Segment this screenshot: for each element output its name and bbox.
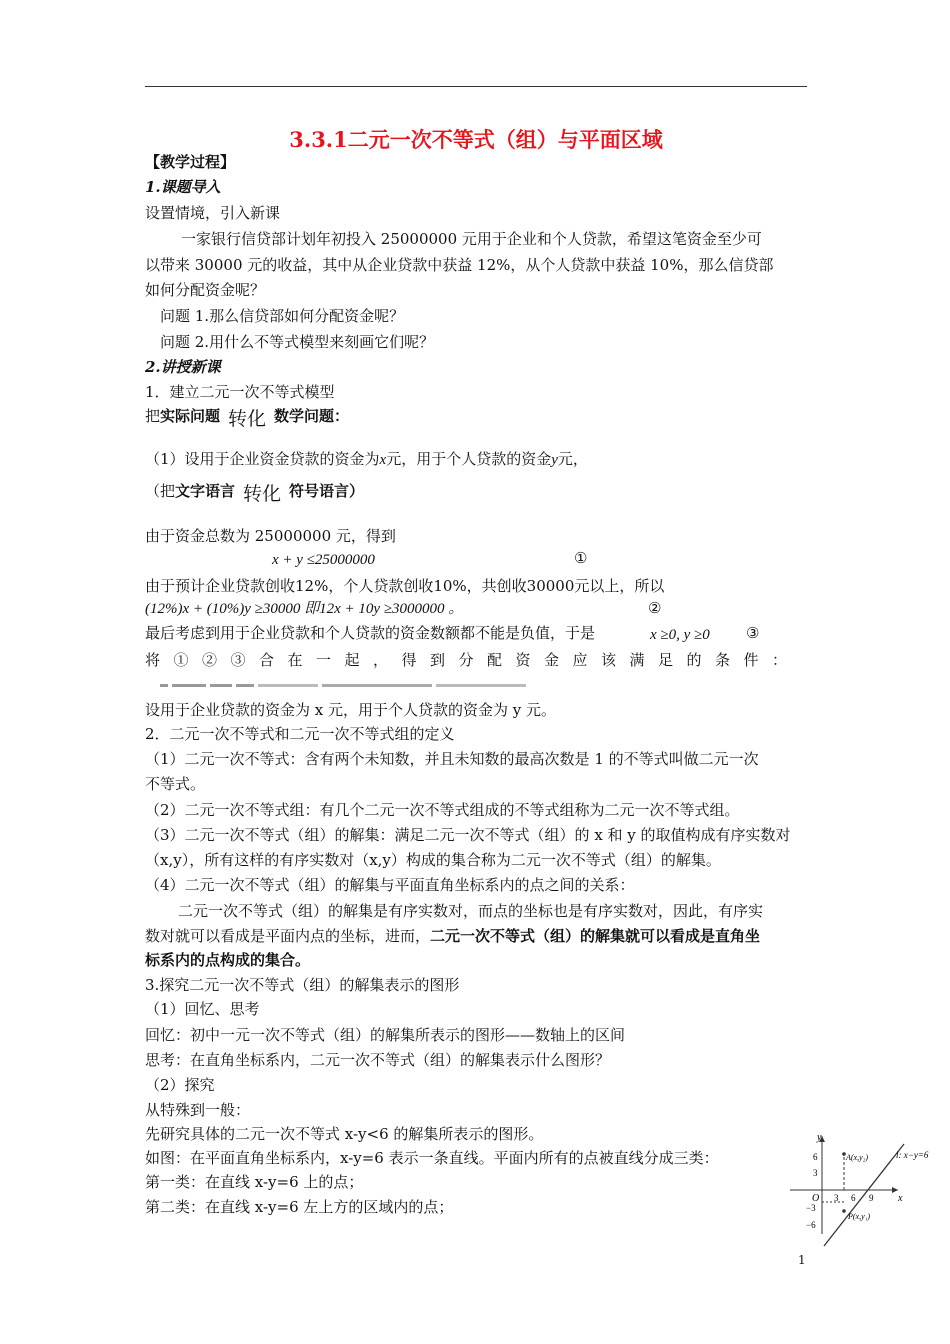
def-1-line-b: 不等式。 [145,775,206,793]
circle-3: ③ [746,624,760,642]
relation-line-b [145,926,807,946]
fig-line-label: l: x−y=6 [896,1150,929,1160]
relation-plain: 数对就可以看成是平面内点的坐标，进而， [145,927,431,945]
class-1-text: 第一类：在直线 x-y=6 上的点； [145,1173,364,1191]
fig-point-p: P(x,y₁) [848,1212,871,1221]
question-1: 问题 1.那么信贷部如何分配资金呢？ [160,307,405,325]
fig-tick-x3: 3 [834,1193,839,1203]
fig-origin: O [812,1193,820,1204]
intro-text: 设置情境，引入新课 [145,204,281,222]
step-1-heading: 1．建立二元一次不等式模型 [145,383,335,401]
circle-1: ① [574,549,588,567]
circle-2: ② [648,599,662,617]
setup-text-b: 元，用于个人贷款的资金 [386,450,552,468]
def-1-line-a: （1）二元一次不等式：含有两个未知数，并且未知数的最高次数是 1 的不等式叫做二元一次 [145,750,759,768]
line-region-figure [786,1122,944,1252]
fig-tick-y3: 3 [813,1168,818,1178]
problem-line-3: 如何分配资金呢？ [145,281,266,299]
nonnegative-text: 最后考虑到用于企业贷款和个人贷款的资金数额都不能是负值，于是 [145,624,596,642]
step-3-heading: 3.探究二元一次不等式（组）的解集表示的图形 [145,976,460,994]
total-funds-text: 由于资金总数为 25000000 元，得到 [145,527,396,545]
explore-heading: （2）探究 [145,1076,215,1094]
fig-x-label: x [898,1193,903,1204]
let-text: 设用于企业贷款的资金为 x 元，用于个人贷款的资金为 y 元。 [145,701,557,719]
blurred-system-image [160,675,580,697]
var-y: y [551,452,558,468]
convert-label-2: 转化 [243,483,282,505]
page-title: 3.3.1二元一次不等式（组）与平面区域 [289,127,663,152]
model-line-1 [145,405,807,430]
def-4: （4）二元一次不等式（组）的解集与平面直角坐标系内的点之间的关系： [145,876,635,894]
setup-line [145,449,807,470]
relation-bold: 二元一次不等式（组）的解集就可以看成是直角坐 [430,927,761,945]
header-rule [145,86,807,87]
def-3-line-a: （3）二元一次不等式（组）的解集：满足二元一次不等式（组）的 x 和 y 的取值构成有序实数对 [145,826,791,844]
special-to-general: 从特殊到一般： [145,1101,251,1119]
fig-y-label: y [817,1132,822,1143]
problem-line-1: 一家银行信贷部计划年初投入 25000000 元用于企业和个人贷款，希望这笔资金至少可 [181,230,762,248]
relation-line-a: 二元一次不等式（组）的解集是有序实数对，而点的坐标也是有序实数对，因此，有序实 [178,902,764,920]
problem-line-2: 以带来 30000 元的收益，其中从企业贷款中获益 12%，从个人贷款中获益 10%，那么信贷部 [145,256,774,274]
convert-label-1: 转化 [228,408,267,430]
model2-prefix: （把 [145,482,176,500]
question-2: 问题 2.用什么不等式模型来刻画它们呢？ [160,333,435,351]
page-number: 1 [798,1253,806,1267]
model2-text-language: 文字语言 [175,482,236,500]
model-real-problem: 实际问题 [160,407,221,425]
heading-new-lesson: 2.讲授新课 [145,358,221,376]
fig-tick-ym3: −3 [806,1203,816,1213]
relation-line-c: 标系内的点构成的集合。 [145,951,311,969]
fig-tick-ym6: −6 [806,1220,816,1230]
model-line-2 [145,480,807,505]
recall-text: 回忆：初中一元一次不等式（组）的解集所表示的图形——数轴上的区间 [145,1026,626,1044]
inequality-2: (12%)x + (10%)y ≥30000 即12x + 10y ≥3000000 。 [145,601,464,617]
recall-think-heading: （1）回忆、思考 [145,1000,260,1018]
def-3-line-b: （x,y），所有这样的有序实数对（x,y）构成的集合称为二元一次不等式（组）的解集。 [145,851,721,869]
setup-text-a: （1）设用于企业资金贷款的资金为 [145,450,380,468]
fig-tick-y6: 6 [813,1152,818,1162]
def-2: （2）二元一次不等式组：有几个二元一次不等式组成的不等式组称为二元一次不等式组。 [145,801,740,819]
study-text: 先研究具体的二元一次不等式 x-y<6 的解集所表示的图形。 [145,1125,544,1143]
combine-text: 将①②③合在一起，得到分配资金应该满足的条件： [145,651,801,669]
model-math-problem: 数学问题： [274,407,350,425]
revenue-text: 由于预计企业贷款创收12%，个人贷款创收10%，共创收30000元以上，所以 [145,577,665,595]
fig-tick-x9: 9 [869,1193,874,1203]
model-prefix: 把 [145,407,161,425]
think-text: 思考：在直角坐标系内，二元一次不等式（组）的解集表示什么图形？ [145,1051,611,1069]
setup-text-c: 元， [557,450,588,468]
figure-intro-text: 如图：在平面直角坐标系内，x-y=6 表示一条直线。平面内所有的点被直线分成三类： [145,1149,719,1167]
var-x: x [379,452,387,468]
fig-point-a: A(x,y₂) [846,1153,869,1162]
step-2-heading: 2．二元一次不等式和二元一次不等式组的定义 [145,725,455,743]
inequality-3: x ≥0, y ≥0 [650,627,710,643]
fig-tick-x6: 6 [851,1193,856,1203]
section-teaching-process: 【教学过程】 [145,153,236,171]
class-2-text: 第二类：在直线 x-y=6 左上方的区域内的点； [145,1198,454,1216]
heading-intro: 1.课题导入 [145,178,221,196]
model2-symbol-language: 符号语言） [289,482,365,500]
inequality-1: x + y ≤25000000 [272,552,375,568]
